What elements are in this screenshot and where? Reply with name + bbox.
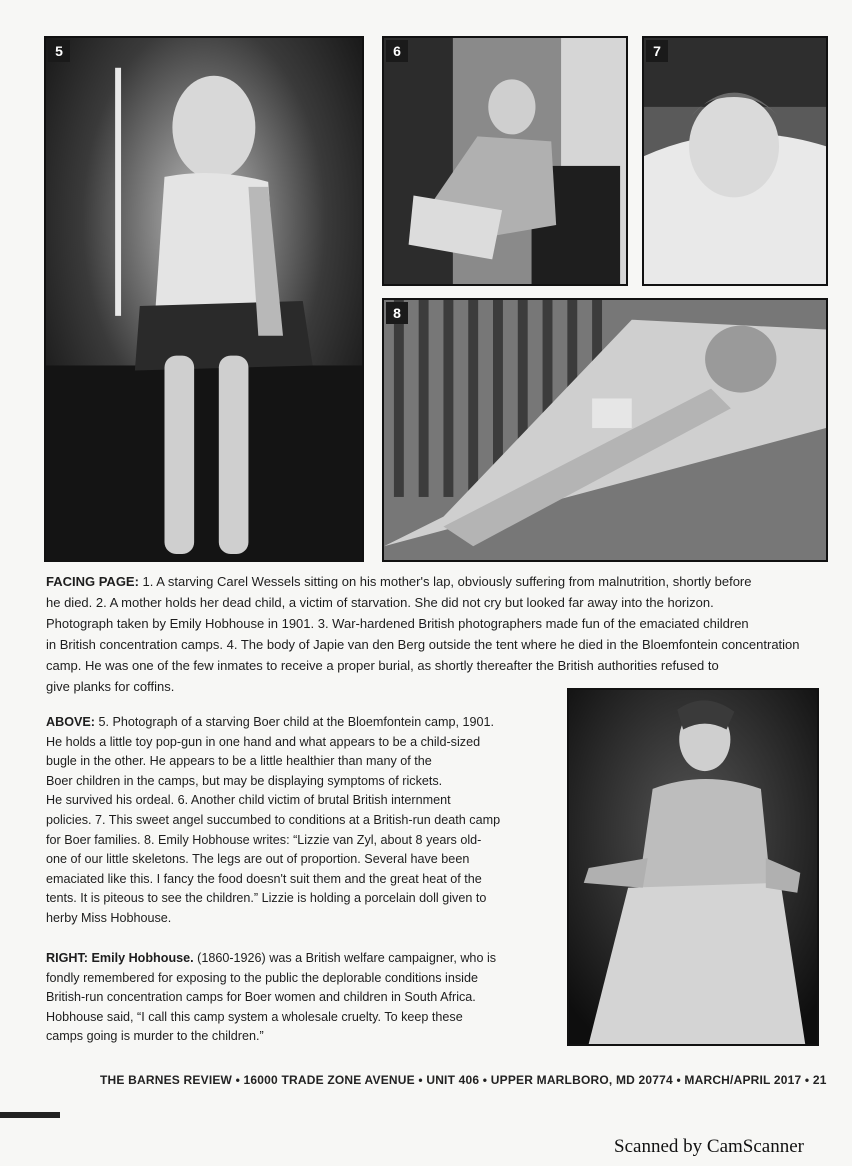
caption-line: Hobhouse said, “I call this camp system a wholesale cruelty. To keep these — [46, 1009, 463, 1024]
caption-line: Boer children in the camps, but may be displaying symptoms of rickets. — [46, 773, 443, 788]
caption-line: FACING PAGE: 1. A starving Carel Wessels sitting on his mother's lap, obviously suffering from malnutrition, shortly before — [46, 574, 752, 589]
caption-line: camps going is murder to the children.” — [46, 1029, 264, 1044]
photo-5 — [44, 36, 364, 562]
hobhouse-portrait — [567, 688, 819, 1046]
caption-line: herby Miss Hobhouse. — [46, 910, 172, 925]
facing-page-caption — [46, 571, 836, 697]
hobhouse-portrait-image — [569, 690, 817, 1044]
facing-page-label: FACING PAGE: — [46, 574, 139, 589]
caption-line: ABOVE: 5. Photograph of a starving Boer child at the Bloemfontein camp, 1901. — [46, 715, 495, 729]
scanner-watermark: Scanned by CamScanner — [614, 1136, 804, 1157]
caption-line: give planks for coffins. — [46, 679, 175, 694]
caption-line: tents. It is piteous to see the children.” Lizzie is holding a porcelain doll given to — [46, 891, 487, 906]
above-caption — [46, 713, 561, 929]
photo-8-number: 8 — [386, 302, 408, 324]
photo-6-image — [384, 38, 626, 284]
caption-line: He holds a little toy pop-gun in one hand and what appears to be a child-sized — [46, 734, 481, 749]
photo-8-image — [384, 300, 826, 560]
photo-8 — [382, 298, 828, 562]
caption-line: policies. 7. This sweet angel succumbed to conditions at a British-run death camp — [46, 812, 501, 827]
photo-5-number: 5 — [48, 40, 70, 62]
page-edge-divider — [0, 1112, 60, 1118]
caption-line: bugle in the other. He appears to be a little healthier than many of the — [46, 754, 432, 769]
caption-line: for Boer families. 8. Emily Hobhouse writes: “Lizzie van Zyl, about 8 years old- — [46, 832, 482, 847]
photo-6 — [382, 36, 628, 286]
caption-line: he died. 2. A mother holds her dead child, a victim of starvation. She did not cry but looked far away into the horizon. — [46, 595, 714, 610]
caption-line: He survived his ordeal. 6. Another child victim of brutal British internment — [46, 793, 451, 808]
caption-line: Photograph taken by Emily Hobhouse in 1901. 3. War-hardened British photographers made fun of the emaciated children — [46, 616, 749, 631]
caption-line: emaciated like this. I fancy the food doesn't suit them and the great heat of the — [46, 871, 482, 886]
above-label: ABOVE: — [46, 715, 95, 729]
right-caption — [46, 949, 561, 1047]
caption-line: British-run concentration camps for Boer women and children in South Africa. — [46, 990, 476, 1005]
caption-line: camp. He was one of the few inmates to receive a proper burial, as shortly thereafter the British authorities refused to — [46, 658, 719, 673]
caption-line: fondly remembered for exposing to the public the deplorable conditions inside — [46, 970, 478, 985]
caption-line: in British concentration camps. 4. The body of Japie van den Berg outside the tent where he died in the Bloemfontein concentration — [46, 637, 800, 652]
photo-7 — [642, 36, 828, 286]
photo-7-image — [644, 38, 826, 284]
photo-5-image — [46, 38, 362, 560]
photo-6-number: 6 — [386, 40, 408, 62]
caption-line: one of our little skeletons. The legs are out of proportion. Several have been — [46, 852, 470, 867]
right-label: RIGHT: Emily Hobhouse. — [46, 951, 194, 965]
page-footer: THE BARNES REVIEW • 16000 TRADE ZONE AVENUE • UNIT 406 • UPPER MARLBORO, MD 20774 • MARCH/APRIL 2017 • 21 — [100, 1073, 827, 1087]
caption-line: RIGHT: Emily Hobhouse. (1860-1926) was a British welfare campaigner, who is — [46, 951, 497, 965]
photo-7-number: 7 — [646, 40, 668, 62]
